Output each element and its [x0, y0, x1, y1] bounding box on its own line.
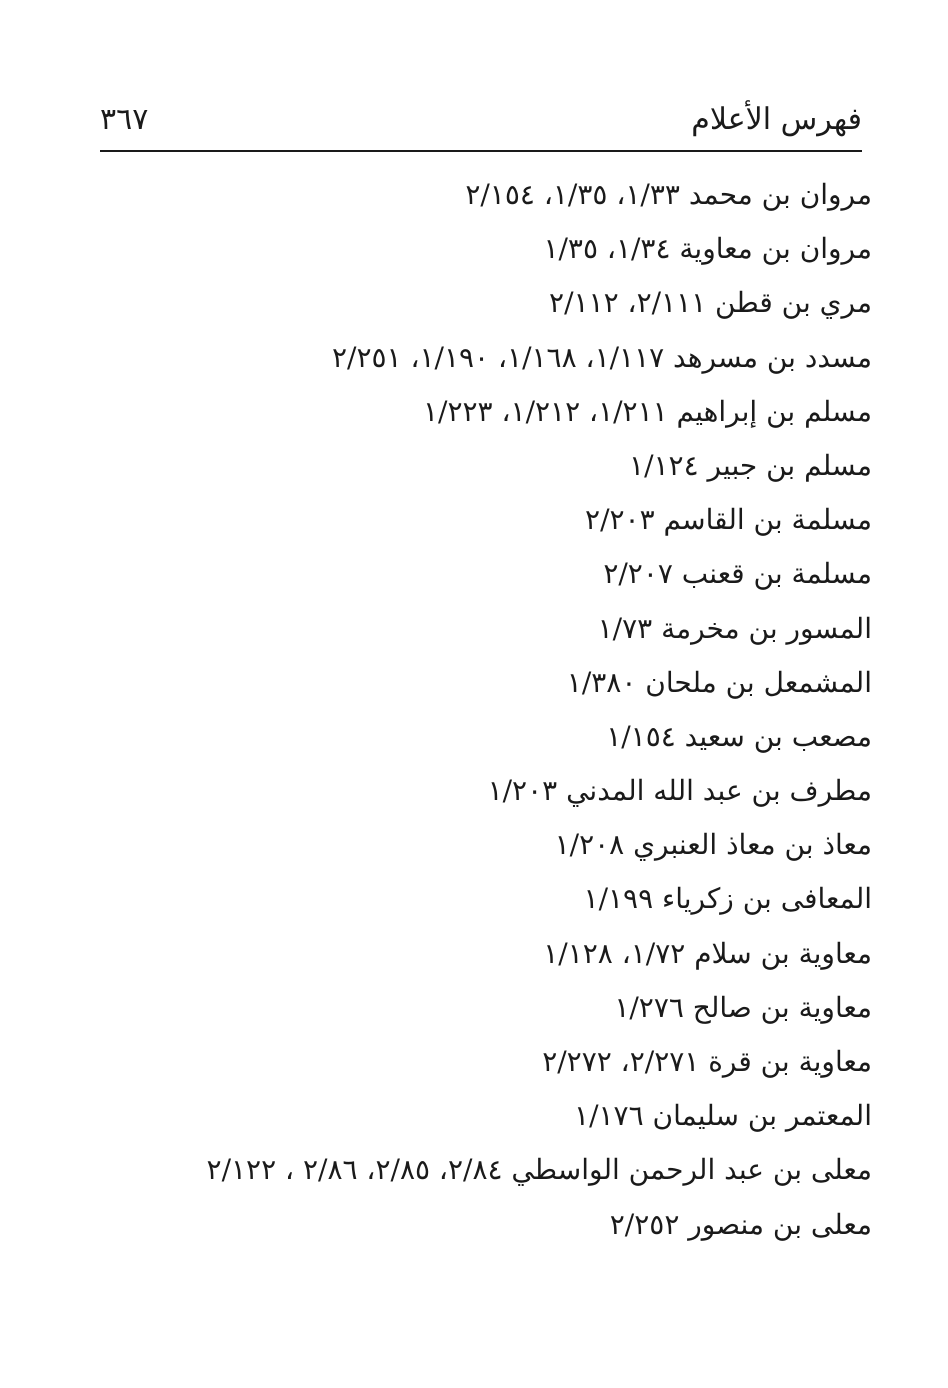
index-entry: معاذ بن معاذ العنبري ١/٢٠٨ [554, 828, 872, 862]
index-entry: المعتمر بن سليمان ١/١٧٦ [574, 1099, 872, 1133]
index-entry: معلى بن منصور ٢/٢٥٢ [609, 1207, 872, 1241]
index-entry: مري بن قطن ٢/١١١، ٢/١١٢ [549, 286, 872, 320]
running-title: فهرس الأعلام [691, 102, 862, 137]
index-entry: المسور بن مخرمة ١/٧٣ [597, 611, 872, 645]
index-entry: مروان بن معاوية ١/٣٤، ١/٣٥ [543, 232, 872, 266]
index-entry: معلى بن عبد الرحمن الواسطي ٢/٨٤، ٢/٨٥، ٢/٨٦ ، ٢/١٢٢ [206, 1153, 872, 1187]
index-list [92, 168, 872, 1252]
index-entry: مسلمة بن قعنب ٢/٢٠٧ [603, 557, 872, 591]
page-number: ٣٦٧ [100, 102, 149, 137]
index-entry: مسدد بن مسرهد ١/١١٧، ١/١٦٨، ١/١٩٠، ٢/٢٥١ [331, 340, 872, 374]
index-entry: مسلمة بن القاسم ٢/٢٠٣ [585, 503, 872, 537]
index-entry: معاوية بن قرة ٢/٢٧١، ٢/٢٧٢ [542, 1045, 872, 1078]
index-entry: المشمعل بن ملحان ١/٣٨٠ [566, 665, 872, 699]
index-entry: معاوية بن صالح ١/٢٧٦ [614, 990, 872, 1024]
index-entry: مصعب بن سعيد ١/١٥٤ [606, 719, 872, 753]
index-entry: مروان بن محمد ١/٣٣، ١/٣٥، ٢/١٥٤ [465, 178, 872, 211]
header-divider [100, 150, 862, 152]
index-entry: مسلم بن جبير ١/١٢٤ [629, 448, 872, 482]
index-entry: مطرف بن عبد الله المدني ١/٢٠٣ [487, 774, 872, 808]
page-header [100, 96, 862, 148]
index-entry: مسلم بن إبراهيم ١/٢١١، ١/٢١٢، ١/٢٢٣ [423, 394, 872, 428]
index-entry: معاوية بن سلام ١/٧٢، ١/١٢٨ [543, 936, 872, 970]
index-entry: المعافى بن زكرياء ١/١٩٩ [583, 882, 872, 916]
